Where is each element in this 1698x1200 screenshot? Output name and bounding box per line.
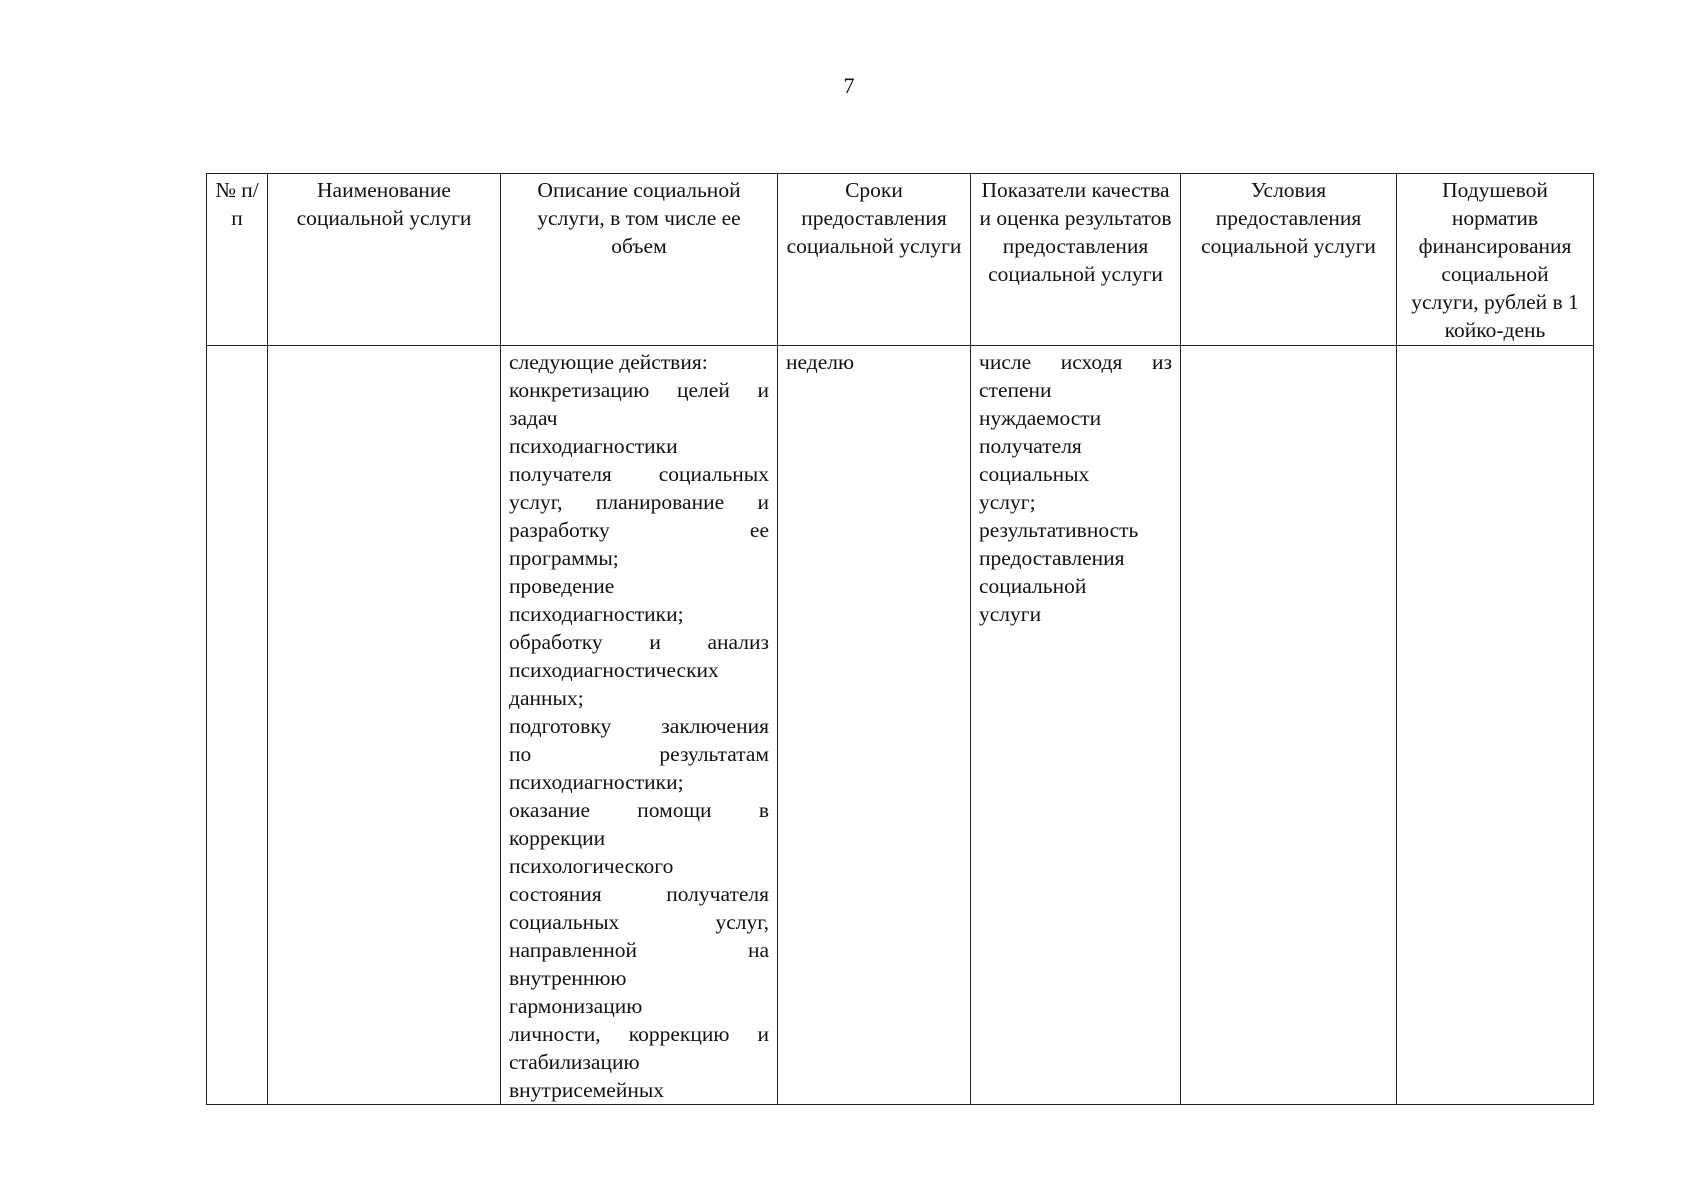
description-line: обработку и анализ xyxy=(509,630,769,654)
quality-text xyxy=(979,348,1172,628)
cell-description xyxy=(501,346,778,1105)
header-number: № п/п xyxy=(207,174,268,346)
quality-line: степени xyxy=(979,378,1052,402)
description-line: данных; xyxy=(509,686,584,710)
cell-number xyxy=(207,346,268,1105)
description-line: программы; xyxy=(509,546,619,570)
description-line: гармонизацию xyxy=(509,994,643,1018)
cell-quality xyxy=(971,346,1181,1105)
description-line: подготовку заключения xyxy=(509,714,769,738)
header-funding-norm: Подушевой норматив финансирования социальной услуги, рублей в 1 койко-день xyxy=(1397,174,1594,346)
table-header-row xyxy=(207,174,1594,346)
description-line: стабилизацию xyxy=(509,1050,640,1074)
quality-line: услуг; xyxy=(979,490,1036,514)
description-line: психологического xyxy=(509,854,674,878)
description-line: внутреннюю xyxy=(509,966,627,990)
description-line: направленной на xyxy=(509,938,769,962)
description-line: психодиагностики; xyxy=(509,770,684,794)
table-row xyxy=(207,346,1594,1105)
description-text xyxy=(509,348,769,1104)
description-line: задач xyxy=(509,406,558,430)
description-line: оказание помощи в xyxy=(509,798,769,822)
header-quality: Показатели качества и оценка результатов предоставления социальной услуги xyxy=(971,174,1181,346)
description-line: психодиагностики; xyxy=(509,602,684,626)
description-line: разработку ее xyxy=(509,518,769,542)
cell-funding-norm xyxy=(1397,346,1594,1105)
description-line: психодиагностики xyxy=(509,434,678,458)
description-line: получателя социальных xyxy=(509,462,769,486)
description-line: по результатам xyxy=(509,742,769,766)
header-service-name: Наименование социальной услуги xyxy=(268,174,501,346)
quality-line: социальных xyxy=(979,462,1090,486)
description-line: конкретизацию целей и xyxy=(509,378,769,402)
quality-line: социальной xyxy=(979,574,1087,598)
description-line: состояния получателя xyxy=(509,882,769,906)
description-line: личности, коррекцию и xyxy=(509,1022,769,1046)
description-line: коррекции xyxy=(509,826,606,850)
page-number: 7 xyxy=(843,73,855,98)
quality-line: услуги xyxy=(979,602,1042,626)
quality-line: предоставления xyxy=(979,546,1125,570)
cell-service-name xyxy=(268,346,501,1105)
cell-conditions xyxy=(1181,346,1397,1105)
quality-line: результативность xyxy=(979,518,1139,542)
description-line: психодиагностических xyxy=(509,658,719,682)
header-description: Описание социальной услуги, в том числе ее объем xyxy=(501,174,778,346)
quality-line: числе исходя из xyxy=(979,350,1172,374)
services-table xyxy=(206,173,1594,1105)
quality-line: получателя xyxy=(979,434,1082,458)
quality-line: нуждаемости xyxy=(979,406,1102,430)
description-line: следующие действия: xyxy=(509,350,708,374)
header-terms: Сроки предоставления социальной услуги xyxy=(778,174,971,346)
header-conditions: Условия предоставления социальной услуги xyxy=(1181,174,1397,346)
description-line: социальных услуг, xyxy=(509,910,769,934)
cell-terms: неделю xyxy=(778,346,971,1105)
description-line: услуг, планирование и xyxy=(509,490,769,514)
description-line: внутрисемейных xyxy=(509,1078,665,1102)
description-line: проведение xyxy=(509,574,615,598)
